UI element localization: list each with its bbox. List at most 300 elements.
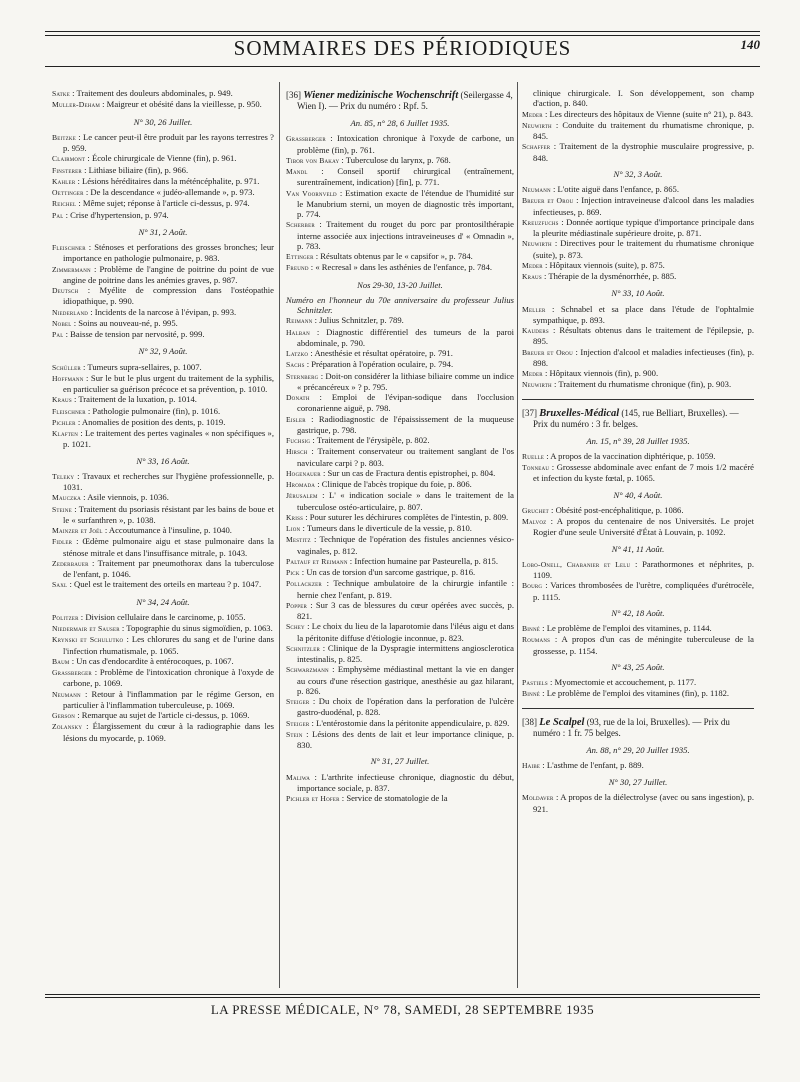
column-3-part-b [522,408,754,700]
article-entry [522,271,754,282]
column-1 [52,88,274,743]
article-title: : Le problème de l'emploi des vitamines, p. 1144. [540,623,712,633]
article-entry [286,155,514,166]
author-name: Ettinger [286,252,314,261]
issue-heading: N° 33, 10 Août. [611,288,665,299]
article-title: : Problème de l'intoxication chronique à l'oxyde de carbone, p. 1069. [63,667,274,689]
author-name: Beitzke [52,132,76,142]
author-name: Neuwirth [522,380,552,390]
article-entry [522,88,754,109]
article-entry [522,677,754,688]
article-title: : Crise d'hypertension, p. 974. [63,209,169,220]
article-title: clinique chirurgicale. I. Son développement, son champ d'action, p. 840. [533,88,754,109]
author-name: Breuer et Orou [522,347,573,357]
article-title: : De la descendance « judéo-allemande », p. 973. [83,187,255,197]
article-entry [286,729,514,751]
article-entry [52,667,274,689]
article-title: : L' « indication sociale » dans le traitement de la tuberculose ostéo-articulaire, p. 807. [297,490,514,512]
article-entry [52,689,274,711]
author-name: Binné [522,689,541,699]
article-entry [286,371,514,393]
article-entry [286,315,514,326]
author-name: Steine [52,504,72,514]
article-title: : Injection intraveineuse d'alcool dans les maladies infectieuses, p. 869. [533,195,754,217]
article-title: : Julius Schnitzler, p. 789. [312,315,404,326]
article-title: : Emphysème médiastinal mettant la vie en danger au cours d'une résection gastrique, anesthésie au gaz hilarant, p. 826. [297,664,514,696]
journal-number: [37] [522,407,537,418]
journal-heading [522,408,754,430]
article-title: : Topographie du sinus sigmoïdien, p. 1063. [119,623,273,633]
author-name: Klaften [52,429,79,438]
author-name: Steiger [286,718,310,728]
author-name: Fidler [52,537,73,547]
footer-rule [45,994,760,995]
article-entry [286,718,514,729]
issue-heading: N° 34, 24 Août. [136,596,190,607]
column-2 [286,88,514,804]
article-entry [52,153,274,164]
article-entry [286,219,514,251]
article-title: : Conseil sportif chirurgical (entraînement, surentraînement, indication) [fin], p. 771. [297,166,514,188]
article-title: : Traitement de l'érysipèle, p. 802. [310,435,430,445]
article-title: : Asile viennois, p. 1036. [81,492,169,503]
article-title: : Le cancer peut-il être produit par les rayons terrestres ? p. 959. [63,131,274,153]
author-name: Neuwirth [522,239,552,249]
article-title: : Estimation exacte de l'étendue de l'humidité sur le Manubrium sterni, un moyen de diagnostic très important, p. 774. [297,187,514,219]
article-entry [52,492,274,503]
author-name: Mainzer et Joël [52,526,103,535]
article-title: : Soins au nouveau-né, p. 995. [71,317,178,328]
author-name: Hromada [286,480,316,489]
article-title: : Tumeurs dans le diverticule de la vessie, p. 810. [300,523,472,533]
column-divider [517,82,518,988]
article-title: : Problème de l'angine de poitrine du point de vue angine de poitrine dans les anémies graves, p. 987. [63,263,274,285]
article-entry [522,516,754,538]
author-name: Scherber [286,220,315,230]
article-title: : Un cas d'endocardite à entérocoques, p. 1067. [69,655,234,666]
article-title: : Tumeurs supra-sellaires, p. 1007. [80,361,202,372]
article-title: : Résultats obtenus par le « capsifor », p. 784. [313,251,473,261]
author-name: Ruelle [522,451,545,461]
issue-heading: N° 33, 16 Août. [136,455,190,466]
article-entry [522,634,754,656]
article-title: : Le choix du lieu de la laparotomie dans l'iléus aigu et dans la péritonite diffuse d'étiologie inconnue, p. 823. [297,621,514,643]
author-name: Freund [286,263,309,273]
author-name: Eisler [286,414,306,424]
article-title: : A propos de la vaccination diphtérique, p. 1059. [544,450,716,461]
article-title: : Service de stomatologie de la [339,793,448,803]
article-title: : Remarque au sujet de l'article ci-dessus, p. 1069. [75,710,250,720]
author-name: Fuchsig [286,436,311,445]
issue-heading: N° 30, 26 Juillet. [133,116,193,127]
article-entry [286,621,514,643]
column-3-part-c [522,717,754,814]
article-title: : Grossesse abdominale avec enfant de 7 mois 1/2 macéré et infection du kyste fœtal, p. 1065. [533,462,754,484]
article-entry [286,446,514,468]
article-title: : Infection humaine par Pasteurella, p. 815. [347,555,499,566]
author-name: Deutsch [52,286,79,295]
section-separator [522,708,754,709]
article-title: : Traitement des douleurs abdominales, p. 949. [70,88,233,98]
article-entry [522,368,754,379]
article-entry [52,210,274,221]
author-name: Schey [286,622,305,632]
journal-number: [36] [286,90,301,100]
article-title: : Baisse de tension par nervosité, p. 999. [63,329,205,339]
journal-name: Bruxelles-Médical [539,407,620,419]
article-title: : Hôpitaux viennois (fin), p. 900. [542,368,659,378]
article-entry [52,721,274,743]
author-name: Kreuzfuchs [522,217,559,227]
article-title: : Traitement de la luxation, p. 1014. [71,394,197,405]
author-name: Hoffmann [52,373,84,383]
article-entry [522,623,754,634]
issue-heading: N° 31, 2 Août. [138,226,188,237]
issue-heading: N° 30, 27 Juillet. [608,777,668,787]
article-entry [286,534,514,556]
article-title: : Traitement du rouget du porc par prontosilthérapie interne associée aux injections intraveineuses d' « Omnadin », p. 783. [297,219,514,251]
article-entry [52,99,274,110]
article-entry [522,109,754,120]
author-name: Schaffer [522,142,551,152]
article-entry [52,132,274,154]
article-title: : Hôpitaux viennois (suite), p. 875. [542,259,665,270]
article-entry [286,468,514,479]
author-name: Lobo-Onell, Chabanier et Lelu [522,559,631,569]
author-name: Hogenauer [286,468,321,478]
journal-heading [522,717,754,739]
article-title: : L'asthme de l'enfant, p. 889. [540,759,644,770]
author-name: Gruchet [522,505,549,515]
article-title: : Un cas de torsion d'un sarcome gastrique, p. 816. [299,567,476,577]
article-title: : Traitement du psoriasis résistant par les bains de boue et le « surfanthren », p. 1038. [63,503,274,525]
article-title: : Division cellulaire dans le carcinome, p. 1055. [78,611,246,622]
author-name: Sternberg [286,371,319,381]
article-title: : Sténoses et perforations des grosses bronches; leur importance en pathologie pulmonaire, p. 983. [63,242,274,264]
article-entry [522,120,754,142]
article-title: : Technique ambulatoire de la chirurgie infantile : hernie chez l'enfant, p. 819. [297,578,514,600]
article-title: : Lithiase biliaire (fin), p. 966. [81,164,189,175]
author-name: Clairmont [52,154,86,164]
author-name: Zederbauer [52,558,89,568]
article-entry [52,612,274,623]
author-name: Satke [52,89,70,98]
article-entry [52,176,274,187]
issue-heading: N° 40, 4 Août. [613,489,663,500]
author-name: Teleky [52,471,75,481]
article-entry [52,710,274,721]
article-entry [52,187,274,198]
article-entry [522,379,754,390]
article-title: : Pour suturer les déchirures complètes de l'intestin, p. 809. [303,511,509,522]
article-title: : Œdème pulmonaire aigu et stase pulmonaire dans la sténose mitrale et dans l'insuffisance mitrale, p. 1043. [63,536,274,558]
author-name: Schnitzler [286,643,320,653]
article-entry [52,634,274,656]
author-name: Van Voornveld [286,188,337,198]
article-entry [286,166,514,188]
article-title: : Technique de l'opération des fistules anciennes vésico-vaginales, p. 812. [297,534,514,556]
article-title: : Même sujet; réponse à l'article ci-dessus, p. 974. [76,198,250,209]
author-name: Roumans [522,635,551,645]
author-name: Kauders [522,326,549,335]
article-entry [522,792,754,814]
article-title: : Sur le but le plus urgent du traitement de la syphilis, en particulier sa guérison précoce et sa prévention, p. 1010. [63,372,274,394]
journal-number: [38] [522,716,537,727]
article-entry [522,141,754,163]
author-name: Niedermair et Sauser [52,624,120,633]
article-entry [286,392,514,414]
author-name: Mestitz [286,535,311,545]
article-entry [522,451,754,462]
article-entry [52,242,274,264]
article-entry [52,406,274,417]
author-name: Reichel [52,199,77,209]
article-title: : Les chlorures du sang et de l'urine dans l'infection rhumatismale, p. 1065. [63,634,274,656]
author-name: Meller [522,304,546,314]
article-title: : Traitement de la dystrophie musculaire progressive, p. 848. [533,141,754,163]
page-number: 140 [740,37,760,52]
article-title: : Radiodiagnostic de l'épaississement de la muqueuse gastrique, p. 798. [297,413,514,435]
article-title: : Quel est le traitement des orteils en marteau ? p. 1047. [67,579,262,590]
article-title: : Accoutumance à l'insuline, p. 1040. [102,525,232,535]
article-entry [52,504,274,526]
article-entry [286,490,514,512]
issue-heading: An. 88, n° 29, 20 Juillet 1935. [586,744,690,755]
journal-name: Le Scalpel [539,716,585,728]
article-title: : L'arthrite infectieuse chronique, diagnostic du début, importance sociale, p. 837. [297,771,514,793]
author-name: Stein [286,729,303,739]
author-name: Pal [52,330,64,339]
article-title: : Sur 3 cas de blessures du cœur opérées avec succès, p. 821. [297,599,514,621]
article-title: : Emploi de l'évipan-sodique dans l'occlusion coronarienne aiguë, p. 798. [297,392,514,414]
author-name: Pichler [52,417,76,427]
article-entry [286,188,514,220]
issue-heading: N° 32, 3 Août. [613,168,663,179]
article-title: : Injection d'alcool et maladies infectieuses (fin), p. 898. [533,346,754,368]
article-title: : Tuberculose du larynx, p. 768. [339,154,451,165]
article-entry [286,556,514,567]
article-title: : A propos de la diélectrolyse (avec ou sans ingestion), p. 921. [533,792,754,814]
author-name: Hirsch [286,447,308,457]
journal-address: (93, rue de la loi, Bruxelles). — Prix du numéro : 1 fr. 75 belges. [533,716,730,738]
article-title: : L'otite aiguë dans l'enfance, p. 865. [550,184,679,194]
author-name: Meder [522,260,543,270]
author-name: Gerson [52,711,76,720]
issue-heading: N° 41, 11 Août. [611,543,665,554]
article-entry [52,373,274,395]
author-name: Mandl [286,167,308,176]
article-title: : Lésions des dents de lait et leur importance clinique, p. 830. [297,728,514,750]
author-name: Politzer [52,612,79,622]
article-title: : Schnabel et sa place dans l'étude de l'ophtalmie sympathique, p. 893. [533,303,754,325]
article-title: : Maigreur et obésité dans la vieillesse, p. 950. [100,99,262,110]
author-name: Maliwa [286,772,311,782]
author-name: Meder [522,109,543,119]
footer-text: LA PRESSE MÉDICALE, N° 78, SAMEDI, 28 SEPTEMBRE 1935 [210,1002,595,1017]
author-name: Oettinger [52,188,84,197]
article-entry [522,760,754,771]
article-entry [522,505,754,516]
article-entry [286,512,514,523]
article-title: : Myélite de compression dans l'ostéopathie idiopathique, p. 990. [63,285,274,307]
article-entry [286,327,514,349]
article-title: : Clinique de l'abcès tropique du foie, p. 806. [315,479,472,489]
special-issue-note: Numéro en l'honneur du 70e anniversaire du professeur Julius Schnitzler. [286,294,514,315]
author-name: Pollackzer [286,579,322,589]
author-name: Nobel [52,318,72,328]
article-entry [286,664,514,696]
article-entry [286,696,514,718]
article-entry [522,184,754,195]
article-entry [286,600,514,622]
article-title: : Lésions héréditaires dans la météncéphalite, p. 971. [75,175,260,186]
article-entry [286,348,514,359]
article-entry [52,285,274,307]
author-name: Meder [522,369,543,378]
article-title: : Conduite du traitement du rhumatisme chronique, p. 845. [533,119,754,141]
author-name: Schüller [52,362,81,372]
issue-heading: An. 15, n° 39, 28 Juillet 1935. [586,435,690,446]
column-3 [522,88,754,814]
article-entry [522,325,754,347]
article-title: : Anomalies de position des dents, p. 1019. [75,416,226,427]
article-title: : Donnée aortique typique d'importance principale dans la pleurite médiastinale supérieure droite, p. 871. [533,216,754,238]
author-name: Grassberger [286,134,326,144]
author-name: Muller-Deham [52,100,100,110]
author-name: Kahler [52,176,76,186]
article-entry [286,414,514,436]
article-entry [286,251,514,262]
author-name: Binné [522,624,541,633]
author-name: Jérusalem [286,491,318,501]
author-name: Bourg [522,581,543,591]
article-entry [286,567,514,578]
article-title: : Les directeurs des hôpitaux de Vienne (suite n° 21), p. 843. [542,108,753,119]
article-entry [52,558,274,580]
article-entry [286,133,514,155]
author-name: Steiger [286,697,310,706]
page-title: SOMMAIRES DES PÉRIODIQUES [233,36,572,60]
section-separator [522,399,754,400]
article-title: : A propos du centenaire de nos Universités. Le projet Rogier d'une seule Université d'État à Louvain, p. 1092. [533,516,754,538]
author-name: Pick [286,568,300,577]
article-title: : École chirurgicale de Vienne (fin), p. 961. [85,153,237,164]
author-name: Zimmermann [52,264,91,274]
author-name: Sachs [286,360,305,370]
author-name: Neumann [52,689,81,699]
header-rule [45,31,760,32]
article-entry [52,525,274,536]
author-name: Tibor von Bakay [286,155,340,165]
author-name: Moldaver [522,793,554,803]
author-name: Lion [286,524,301,533]
article-title: : Intoxication chronique à l'oxyde de carbone, un problème (fin), p. 761. [297,133,514,155]
article-entry [52,536,274,558]
article-title: : Traitement du rhumatisme chronique (fin), p. 903. [551,379,732,390]
article-entry [52,362,274,373]
column-divider [279,82,280,988]
author-name: Fleischner [52,243,86,252]
article-entry [286,793,514,804]
article-entry [52,623,274,634]
article-entry [522,559,754,581]
article-title: : Myomectomie et accouchement, p. 1177. [547,677,697,687]
author-name: Grassberger [52,668,92,677]
article-entry [52,394,274,405]
author-name: Neuwirth [522,120,552,130]
article-entry [286,479,514,490]
article-entry [522,304,754,326]
article-title: : Le traitement des pertes vaginales « non spécifiques », p. 1021. [63,428,274,450]
issue-heading: An. 85, n° 28, 6 Juillet 1935. [350,118,450,128]
author-name: Neumann [522,185,551,194]
author-name: Pastiels [522,678,548,687]
author-name: Pichler et Hofer [286,794,340,803]
author-name: Popper [286,600,307,610]
article-entry [522,217,754,239]
author-name: Pal [52,210,64,220]
article-title: : Résultats obtenus dans le traitement de l'épilepsie, p. 895. [533,325,754,347]
article-title: : Directives pour le traitement du rhumatisme chronique (suite), p. 873. [533,238,754,260]
author-name: Donath [286,393,310,402]
journal-address: (Seilergasse 4, Wien I). — Prix du numéro : Rpf. 5. [297,90,513,111]
author-name: Saxl [52,580,68,590]
article-entry [52,198,274,209]
author-name: Halban [286,327,310,337]
article-entry [286,435,514,446]
article-title: : Retour à l'inflammation par le régime Gerson, en particulier à l'inflammation tuberculeuse, p. 1069. [63,688,274,710]
article-title: : Clinique de la Dyspragie intermittens angiosclerotica intestinalis, p. 825. [297,642,514,664]
footer-rule [45,997,760,998]
author-name: Haibe [522,760,541,770]
article-entry [286,262,514,273]
journal-heading [286,90,514,112]
article-entry [52,88,274,99]
author-name: Tonneau [522,463,550,472]
author-name: Kraus [522,272,542,281]
article-entry [522,462,754,484]
issue-heading: N° 31, 27 Juillet. [370,756,430,767]
article-entry [522,688,754,699]
author-name: Zolansky [52,722,83,732]
article-entry [52,428,274,450]
article-title: : « Recresal » dans les asthénies de l'enfance, p. 784. [308,262,493,273]
article-entry [52,579,274,590]
author-name: Niederland [52,307,89,317]
author-name: Malvoz [522,517,547,526]
article-title: : Incidents de la narcose à l'évipan, p. 993. [88,306,237,317]
article-entry [286,772,514,794]
article-title: : Travaux et recherches sur l'hygiène professionnelle, p. 1031. [63,470,274,492]
author-name: Latzko [286,349,309,358]
article-entry [52,307,274,318]
article-entry [52,165,274,176]
issue-heading: N° 32, 9 Août. [138,346,188,357]
author-name: Paltauf et Reimann [286,556,348,566]
article-title: : Préparation à l'opération oculaire, p. 794. [304,359,454,370]
header-rule [45,66,760,67]
article-title: : L'entérostomie dans la péritonite appendiculaire, p. 829. [309,717,510,728]
article-entry [286,643,514,665]
issue-heading: N° 43, 25 Août. [611,661,665,672]
author-name: Schwarzmann [286,665,329,675]
column-3-part-a [522,88,754,391]
author-name: Fleischner [52,406,86,416]
article-entry [52,471,274,493]
author-name: Krynski et Schulutko [52,635,124,645]
article-entry [522,347,754,369]
journal-address: (145, rue Belliart, Bruxelles). — Prix du numéro : 3 fr. belges. [533,407,739,429]
